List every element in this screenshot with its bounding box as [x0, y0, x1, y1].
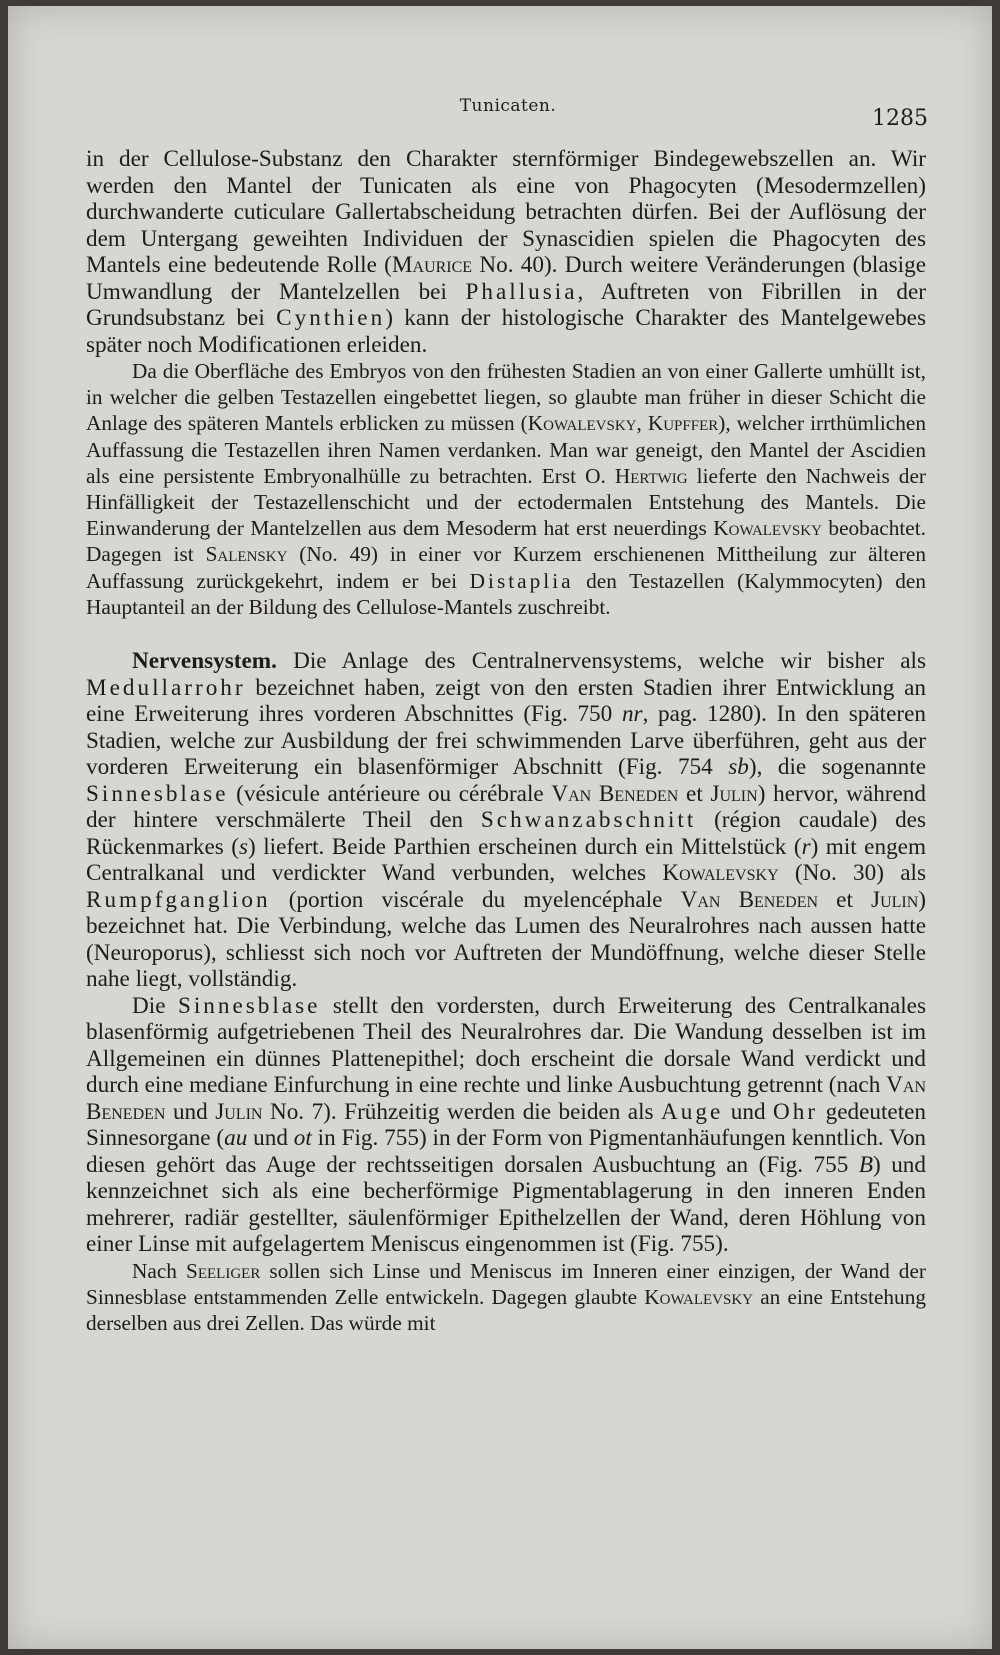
author-name: Maurice: [391, 252, 473, 278]
author-name: Julin: [215, 1098, 263, 1125]
text-run: ,: [636, 411, 648, 436]
text-run: ), die sogenannte: [748, 754, 927, 781]
running-title: Tunicaten.: [459, 96, 557, 116]
author-name: Hertwig: [614, 463, 688, 488]
text-run: ) hervor, während der hintere verschmälerte Theil den: [86, 780, 926, 834]
text-run: ), welcher irrthümlichen Auffassung die Testazellen ihren Namen verdanken. Man war geneigt, den Mantel der Ascidien als eine persistente Embryonalhülle zu betrachten. Erst O.: [86, 411, 926, 488]
author-name: Van Beneden: [680, 886, 819, 913]
text-run: Da die Oberfläche des Embryos von den frühesten Stadien an von einer Gallerte umhüllt ist, in welcher die gelben Testazellen eingebettet liegen, so glaubte man früher in dieser Schicht die Anlage des späteren Mantels erblicken zu müssen (: [86, 359, 926, 436]
text-run: an eine Entstehung derselben aus drei Zellen. Das würde mit: [86, 1284, 926, 1335]
text-run: in der Cellulose-Substanz den Charakter sternförmiger Bindegewebszellen an. Wir werden den Mantel der Tunicaten als eine von Phagocyten (Mesodermzellen) durchwanderte cuticulare Gallertabscheidung betrachten dürfen. Bei der Auflösung der dem Untergang geweihten Individuen der Synascidien spielen die Phagocyten des Mantels eine bedeutende Rolle (: [86, 146, 926, 278]
text-run: ) bezeichnet hat. Die Verbindung, welche das Lumen des Neuralrohres nach aussen hatte (Neuroporus), schliesst sich noch vor Auftreten der Mundöffnung, welche dieser Stelle nahe liegt, vollständig.: [86, 886, 927, 993]
text-run: sollen sich Linse und Meniscus im Inneren einer einzigen, der Wand der Sinnesblase entstammenden Zelle entwickeln. Dagegen glaubte: [86, 1258, 926, 1309]
text-run: Die: [132, 992, 178, 1019]
text-run: ) mit engem Centralkanal und verdickter Wand verbunden, welches: [86, 833, 926, 887]
figure-label: sb: [728, 754, 749, 781]
author-name: Kowalevsky: [713, 516, 822, 541]
spaced-term: Sinnesblase: [86, 780, 229, 807]
text-run: (No. 49) in einer vor Kurzem erschienenen Mittheilung zur älteren Auffassung zurückgekehrt, indem er bei: [86, 542, 926, 593]
text-run: (région caudale) des Rückenmarkes (: [86, 807, 926, 860]
paragraph-lens-origin: [86, 1258, 926, 1337]
figure-label: au: [224, 1125, 248, 1152]
paragraph-mantle-cells: [86, 146, 926, 358]
spaced-term: Auge: [661, 1098, 724, 1125]
text-run: (No. 30) als: [778, 860, 926, 887]
author-name: Salensky: [205, 542, 288, 567]
text-run: No. 40). Durch weitere Veränderungen (blasige Umwandlung der Mantelzellen bei: [86, 252, 927, 305]
paragraph-testa-cells: [86, 358, 926, 620]
text-run: gedeuteten Sinnesorgane (: [86, 1098, 927, 1152]
section-spacer: [86, 620, 926, 648]
author-name: Julin: [710, 780, 758, 807]
body-text: [86, 146, 926, 1336]
genus-name: Cynthien: [276, 305, 386, 331]
running-header: [88, 96, 928, 131]
text-run: und: [247, 1125, 294, 1152]
text-run: , Auftreten von Fibrillen in der Grundsubstanz bei: [86, 278, 926, 331]
text-run: den Testazellen (Kalymmocyten) den Hauptanteil an der Bildung des Cellulose-Mantels zuschreibt.: [86, 568, 926, 619]
paragraph-sense-vesicle: [86, 993, 926, 1258]
spaced-term: Medullarrohr: [86, 674, 246, 701]
figure-label: nr: [621, 701, 643, 728]
text-run: lieferte den Nachweis der Hinfälligkeit der Testazellenschicht und der ectodermalen Entstehung des Mantels. Die Einwanderung der Mantelzellen aus dem Mesoderm hat erst neuerdings: [86, 463, 926, 541]
text-run: Nach: [132, 1258, 187, 1283]
author-name: Van Beneden: [551, 780, 679, 807]
page-number: 1285: [872, 106, 928, 131]
spaced-term: Schwanzabschnitt: [480, 807, 697, 834]
figure-label: s: [238, 833, 249, 860]
text-run: beobachtet. Dagegen ist: [86, 516, 926, 567]
spaced-term: Sinnesblase: [177, 992, 321, 1019]
genus-name: Phallusia: [465, 278, 578, 305]
text-run: (vésicule antérieure ou cérébrale: [228, 780, 552, 807]
author-name: Kowalevsky: [644, 1284, 753, 1309]
text-run: in Fig. 755) in der Form von Pigmentanhäufungen kenntlich. Von diesen gehört das Auge der rechtsseitigen dorsalen Ausbuchtung an (Fig. 755: [86, 1125, 927, 1178]
text-run: bezeichnet haben, zeigt von den ersten Stadien ihrer Entwicklung an eine Erweiterung ihres vorderen Abschnittes (Fig. 750: [86, 674, 926, 728]
text-run: Die Anlage des Centralnervensystems, welche wir bisher als: [276, 648, 926, 675]
author-name: Van Beneden: [86, 1072, 926, 1125]
text-run: et: [678, 780, 711, 807]
section-heading: Nervensystem.: [132, 648, 277, 675]
figure-label: r: [801, 833, 811, 860]
text-run: stellt den vordersten, durch Erweiterung des Centralkanales blasenförmig aufgetriebenen Theil des Neuralrohres dar. Die Wandung desselben ist im Allgemeinen ein dünnes Plattenepithel; doch erscheint die dorsale Wand verdickt und durch eine mediane Einfurchung in eine rechte und linke Ausbuchtung getrennt (nach: [86, 992, 927, 1099]
text-run: ) kann der histologische Charakter des Mantelgewebes später noch Modificationen erleiden.: [86, 305, 926, 358]
paragraph-nervous-system: [86, 648, 926, 993]
text-run: et: [818, 886, 872, 913]
text-run: (portion viscérale du myelencéphale: [270, 886, 681, 913]
book-page: [8, 6, 992, 1649]
author-name: Julin: [871, 886, 919, 913]
text-run: , pag. 1280). In den späteren Stadien, welche zur Ausbildung der frei schwimmenden Larve überführen, geht aus der vorderen Erweiterung ein blasenförmiger Abschnitt (Fig. 754: [86, 701, 926, 781]
author-name: Kupffer: [647, 411, 719, 436]
text-run: und: [723, 1098, 774, 1125]
figure-label: B: [858, 1151, 873, 1178]
text-run: ) und kennzeichnet sich als eine becherförmige Pigmentablagerung in den inneren Enden mehrerer, radiär gestellter, säulenförmiger Epithelzellen der Wand, deren Höhlung von einer Linse mit aufgelagertem Meniscus eingenommen ist (Fig. 755).: [86, 1151, 926, 1258]
author-name: Kowalevsky: [662, 860, 779, 887]
author-name: Seeliger: [186, 1258, 261, 1283]
text-run: No. 7). Frühzeitig werden die beiden als: [262, 1098, 662, 1125]
spaced-term: Rumpfganglion: [86, 886, 271, 913]
author-name: Kowalevsky: [527, 411, 637, 436]
text-run: und: [165, 1098, 216, 1125]
genus-name: Distaplia: [469, 568, 574, 593]
spaced-term: Ohr: [773, 1098, 819, 1125]
text-run: ) liefert. Beide Parthien erscheinen durch ein Mittelstück (: [248, 833, 802, 860]
figure-label: ot: [293, 1125, 312, 1152]
